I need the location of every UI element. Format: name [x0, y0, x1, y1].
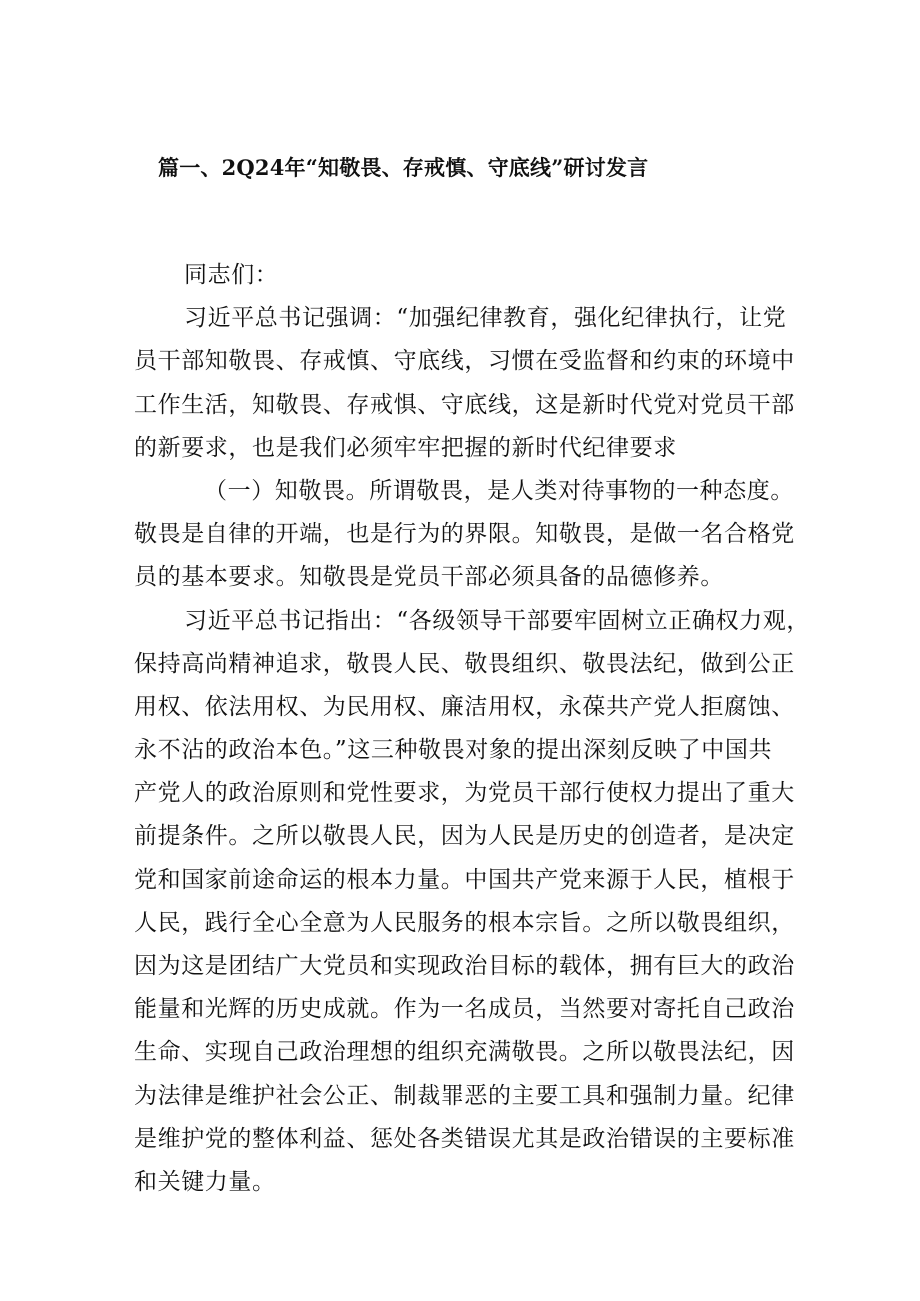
document-title: 篇一、2Q24年“知敬畏、存戒慎、守底线”研讨发言 [158, 155, 649, 180]
paragraph-line: 前提条件。之所以敬畏人民，因为人民是历史的创造者，是决定 [134, 823, 795, 850]
paragraph-line: 习近平总书记强调：“加强纪律教育，强化纪律执行，让党 [184, 305, 787, 332]
paragraph-line: 的新要求，也是我们必须牢牢把握的新时代纪律要求 [134, 434, 677, 461]
paragraph-line: 敬畏是自律的开端，也是行为的界限。知敬畏，是做一名合格党 [134, 521, 795, 548]
paragraph-line: 产党人的政治原则和党性要求，为党员干部行使权力提出了重大 [134, 780, 795, 807]
paragraph-line: 习近平总书记指出：“各级领导干部要牢固树立正确权力观， [184, 607, 810, 634]
paragraph-line: 用权、依法用权、为民用权、廉洁用权，永葆共产党人拒腐蚀、 [134, 693, 795, 720]
paragraph-line: 永不沾的政治本色。”这三种敬畏对象的提出深刻反映了中国共 [134, 737, 773, 764]
paragraph-line: 保持高尚精神追求，敬畏人民、敬畏组织、敬畏法纪，做到公正 [134, 650, 795, 677]
paragraph-line: 能量和光辉的历史成就。作为一名成员，当然要对寄托自己政治 [134, 996, 795, 1023]
paragraph-line: 为法律是维护社会公正、制裁罪恶的主要工具和强制力量。纪律 [134, 1082, 795, 1109]
paragraph-line: 生命、实现自己政治理想的组织充满敬畏。之所以敬畏法纪，因 [134, 1039, 795, 1066]
paragraph-line: 工作生活，知敬畏、存戒惧、守底线，这是新时代党对党员干部 [134, 391, 795, 418]
paragraph-line: 党和国家前途命运的根本力量。中国共产党来源于人民，植根于 [134, 866, 795, 893]
paragraph-line: 员干部知敬畏、存戒慎、守底线，习惯在受监督和约束的环境中 [134, 348, 795, 375]
paragraph-line: 和关键力量。 [134, 1168, 276, 1195]
paragraph-line: 是维护党的整体利益、惩处各类错误尤其是政治错误的主要标准 [134, 1125, 795, 1152]
paragraph-line: 因为这是团结广大党员和实现政治目标的载体，拥有巨大的政治 [134, 953, 795, 979]
document-body [134, 254, 814, 1204]
salutation-line: 同志们： [184, 262, 279, 288]
section-heading-line: （一）知敬畏。所谓敬畏，是人类对待事物的一种态度。 [204, 477, 794, 504]
paragraph-line: 员的基本要求。知敬畏是党员干部必须具备的品德修养。 [134, 564, 724, 591]
paragraph-line: 人民，践行全心全意为人民服务的根本宗旨。之所以敬畏组织， [134, 909, 795, 936]
